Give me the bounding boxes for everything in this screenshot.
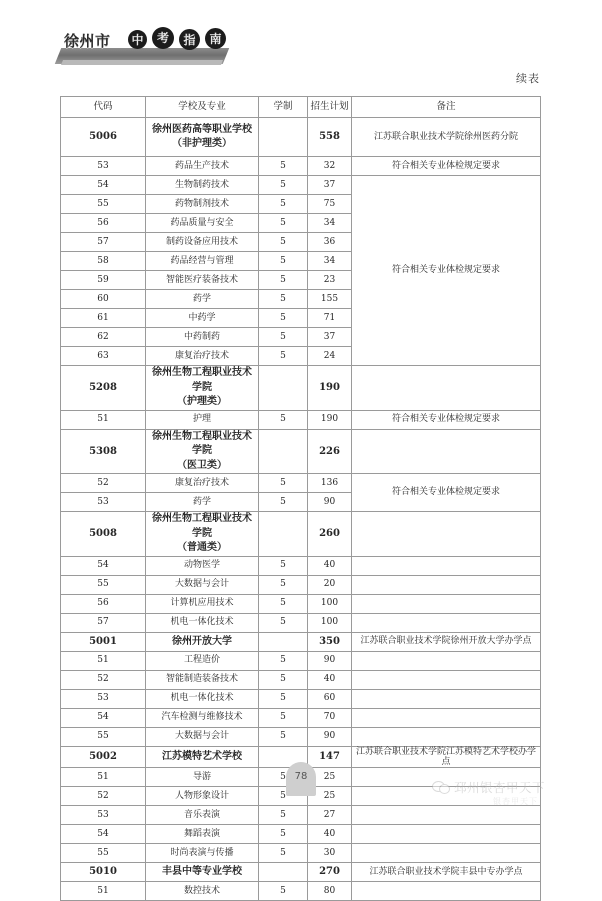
table-row (61, 825, 541, 844)
cell-major: 动物医学 (146, 556, 259, 575)
continued-table-label: 续表 (516, 72, 540, 85)
cell-code: 5008 (61, 512, 146, 557)
logo-blob-char-4: 南 (209, 31, 222, 46)
cell-major: 智能制造装备技术 (146, 670, 259, 689)
cell-quota: 25 (308, 768, 352, 787)
cell-major: 中药学 (146, 309, 259, 328)
cell-note (352, 613, 541, 632)
cell-years: 5 (259, 882, 308, 901)
cell-quota: 37 (308, 176, 352, 195)
cell-code: 55 (61, 727, 146, 746)
cell-note: 江苏联合职业技术学院徐州开放大学办学点 (352, 632, 541, 651)
school-name-line-1: 徐州医药高等职业学校 (152, 123, 252, 135)
cell-major: 数控技术 (146, 882, 259, 901)
cell-quota: 226 (308, 429, 352, 474)
cell-code: 5002 (61, 746, 146, 768)
cell-major: 生物制药技术 (146, 176, 259, 195)
cell-code: 51 (61, 410, 146, 429)
cell-major: 舞蹈表演 (146, 825, 259, 844)
cell-code: 54 (61, 825, 146, 844)
table-row-school (61, 863, 541, 882)
page-number-badge (286, 762, 316, 796)
cell-major: 机电一体化技术 (146, 613, 259, 632)
cell-major: 护理 (146, 410, 259, 429)
cell-quota: 155 (308, 290, 352, 309)
cell-note: 江苏联合职业技术学院徐州医药分院 (352, 118, 541, 157)
cell-quota: 25 (308, 787, 352, 806)
watermark (432, 778, 546, 806)
cell-quota: 270 (308, 863, 352, 882)
cell-major: 康复治疗技术 (146, 474, 259, 493)
cell-years: 5 (259, 252, 308, 271)
cell-quota: 32 (308, 157, 352, 176)
cell-code: 59 (61, 271, 146, 290)
cell-code: 52 (61, 670, 146, 689)
cell-quota: 37 (308, 328, 352, 347)
cell-code: 61 (61, 309, 146, 328)
cell-years: 5 (259, 806, 308, 825)
cell-code: 63 (61, 347, 146, 366)
cell-quota: 40 (308, 670, 352, 689)
watermark-text: 邳州银杏甲天下 (454, 780, 546, 795)
table-row-school (61, 632, 541, 651)
cell-quota: 34 (308, 214, 352, 233)
cell-major: 汽车检测与维修技术 (146, 708, 259, 727)
school-name-line-2: （医卫类） (177, 459, 227, 471)
cell-years: 5 (259, 689, 308, 708)
cell-years (259, 118, 308, 157)
cell-quota: 70 (308, 708, 352, 727)
cell-code: 5001 (61, 632, 146, 651)
cell-major: 时尚表演与传播 (146, 844, 259, 863)
cell-code: 55 (61, 195, 146, 214)
cell-quota: 260 (308, 512, 352, 557)
school-name-line-1: 徐州生物工程职业技术学院 (152, 430, 252, 456)
cell-quota: 190 (308, 366, 352, 411)
cell-major: 制药设备应用技术 (146, 233, 259, 252)
cell-note (352, 575, 541, 594)
school-name-line-2: （普通类） (177, 542, 227, 553)
cell-code: 54 (61, 176, 146, 195)
cell-quota: 136 (308, 474, 352, 493)
cell-code: 55 (61, 575, 146, 594)
cell-quota: 100 (308, 594, 352, 613)
cell-school-name (146, 366, 259, 411)
cell-note (352, 556, 541, 575)
cell-note: 符合相关专业体检规定要求 (352, 474, 541, 512)
cell-school-name (146, 512, 259, 557)
cell-note (352, 512, 541, 557)
cell-major: 康复治疗技术 (146, 347, 259, 366)
cell-code: 58 (61, 252, 146, 271)
cell-note (352, 594, 541, 613)
table-row (61, 176, 541, 195)
cell-years: 5 (259, 844, 308, 863)
cell-quota: 27 (308, 806, 352, 825)
watermark-subtext: 银杏甲天下 (493, 797, 538, 806)
cell-major: 药学 (146, 493, 259, 512)
table-header-row (61, 97, 541, 118)
cell-years (259, 632, 308, 651)
cell-note (352, 844, 541, 863)
cell-years: 5 (259, 493, 308, 512)
column-header-code: 代码 (61, 97, 146, 118)
cell-quota: 90 (308, 493, 352, 512)
table-row (61, 708, 541, 727)
cell-years: 5 (259, 176, 308, 195)
cell-code: 56 (61, 594, 146, 613)
cell-quota: 20 (308, 575, 352, 594)
cell-code: 57 (61, 233, 146, 252)
cell-code: 54 (61, 556, 146, 575)
cell-years (259, 429, 308, 474)
table-header (61, 97, 541, 118)
cell-years: 5 (259, 594, 308, 613)
cell-school-name: 徐州开放大学 (146, 632, 259, 651)
cell-quota: 190 (308, 410, 352, 429)
table-row-school (61, 512, 541, 557)
cell-years: 5 (259, 157, 308, 176)
cell-quota: 80 (308, 882, 352, 901)
page-number: 78 (294, 771, 308, 782)
cell-note: 江苏联合职业技术学院丰县中专办学点 (352, 863, 541, 882)
cell-quota: 24 (308, 347, 352, 366)
cell-years: 5 (259, 309, 308, 328)
wechat-bubbles-icon (432, 780, 449, 794)
cell-code: 51 (61, 651, 146, 670)
cell-school-name: 江苏模特艺术学校 (146, 746, 259, 768)
cell-major: 大数据与会计 (146, 575, 259, 594)
table-row (61, 882, 541, 901)
cell-major: 药品生产技术 (146, 157, 259, 176)
table-row (61, 670, 541, 689)
table-row (61, 613, 541, 632)
cell-years: 5 (259, 651, 308, 670)
cell-code: 62 (61, 328, 146, 347)
cell-code: 57 (61, 613, 146, 632)
cell-note: 符合相关专业体检规定要求 (352, 176, 541, 366)
cell-quota: 40 (308, 556, 352, 575)
logo-blob-4 (205, 28, 226, 49)
table-row (61, 410, 541, 429)
column-header-years: 学制 (259, 97, 308, 118)
cell-code: 5308 (61, 429, 146, 474)
cell-years: 5 (259, 708, 308, 727)
cell-years: 5 (259, 195, 308, 214)
cell-years: 5 (259, 328, 308, 347)
cell-note (352, 825, 541, 844)
cell-years: 5 (259, 787, 308, 806)
cell-school-name: 丰县中等专业学校 (146, 863, 259, 882)
cell-major: 药品经营与管理 (146, 252, 259, 271)
cell-code: 53 (61, 689, 146, 708)
cell-note (352, 689, 541, 708)
cell-note (352, 651, 541, 670)
cell-code: 60 (61, 290, 146, 309)
cell-code: 53 (61, 157, 146, 176)
cell-school-name (146, 429, 259, 474)
cell-years: 5 (259, 347, 308, 366)
cell-note (352, 670, 541, 689)
logo-prefix-text: 徐州市 (64, 32, 111, 50)
cell-years: 5 (259, 271, 308, 290)
cell-code: 55 (61, 844, 146, 863)
cell-years: 5 (259, 825, 308, 844)
ribbon-edge (61, 60, 223, 65)
column-header-note: 备注 (352, 97, 541, 118)
logo-blob-group (126, 27, 231, 53)
cell-code: 53 (61, 806, 146, 825)
cell-note (352, 708, 541, 727)
cell-quota: 34 (308, 252, 352, 271)
logo-blob-char-1: 中 (131, 32, 144, 47)
cell-quota: 350 (308, 632, 352, 651)
table-row (61, 651, 541, 670)
logo-blob-1 (128, 30, 147, 49)
logo-blob-char-3: 指 (183, 32, 196, 47)
cell-years: 5 (259, 556, 308, 575)
cell-years (259, 863, 308, 882)
cell-major: 大数据与会计 (146, 727, 259, 746)
cell-code: 5010 (61, 863, 146, 882)
table-row (61, 594, 541, 613)
cell-quota: 40 (308, 825, 352, 844)
cell-note (352, 366, 541, 411)
cell-years (259, 366, 308, 411)
column-header-major: 学校及专业 (146, 97, 259, 118)
cell-major: 智能医疗装备技术 (146, 271, 259, 290)
cell-code: 51 (61, 768, 146, 787)
cell-major: 音乐表演 (146, 806, 259, 825)
table-row (61, 474, 541, 493)
cell-quota: 100 (308, 613, 352, 632)
school-name-line-2: （非护理类） (172, 138, 232, 149)
logo-blob-char-2: 考 (156, 31, 170, 45)
table-row (61, 157, 541, 176)
cell-quota: 90 (308, 651, 352, 670)
school-name-line-2: （护理类） (177, 396, 227, 407)
table-row (61, 844, 541, 863)
cell-major: 药物制剂技术 (146, 195, 259, 214)
cell-major: 人物形象设计 (146, 787, 259, 806)
cell-quota: 558 (308, 118, 352, 157)
cell-years (259, 512, 308, 557)
cell-code: 53 (61, 493, 146, 512)
table-row (61, 556, 541, 575)
school-name-line-1: 徐州生物工程职业技术学院 (152, 367, 252, 393)
cell-years: 5 (259, 290, 308, 309)
bubble-small (439, 784, 450, 794)
cell-years: 5 (259, 727, 308, 746)
cell-major: 计算机应用技术 (146, 594, 259, 613)
table-row-school (61, 118, 541, 157)
cell-quota: 75 (308, 195, 352, 214)
cell-years: 5 (259, 670, 308, 689)
cell-years: 5 (259, 214, 308, 233)
cell-years: 5 (259, 768, 308, 787)
table-row-school (61, 366, 541, 411)
cell-years: 5 (259, 474, 308, 493)
table-row (61, 575, 541, 594)
cell-years: 5 (259, 233, 308, 252)
cell-note (352, 727, 541, 746)
cell-code: 52 (61, 787, 146, 806)
cell-note (352, 882, 541, 901)
cell-code: 5006 (61, 118, 146, 157)
cell-note (352, 429, 541, 474)
cell-major: 机电一体化技术 (146, 689, 259, 708)
cell-code: 56 (61, 214, 146, 233)
table-row (61, 727, 541, 746)
cell-quota: 23 (308, 271, 352, 290)
column-header-quota: 招生计划 (308, 97, 352, 118)
cell-quota: 60 (308, 689, 352, 708)
cell-major: 工程造价 (146, 651, 259, 670)
cell-code: 54 (61, 708, 146, 727)
cell-years: 5 (259, 410, 308, 429)
cell-major: 导游 (146, 768, 259, 787)
table-row-school (61, 429, 541, 474)
masthead-logo (58, 26, 238, 70)
logo-blob-3 (179, 29, 200, 50)
cell-major: 药学 (146, 290, 259, 309)
cell-school-name (146, 118, 259, 157)
cell-quota: 36 (308, 233, 352, 252)
school-name-line-1: 徐州生物工程职业技术学院 (152, 513, 252, 539)
cell-quota: 30 (308, 844, 352, 863)
cell-quota: 147 (308, 746, 352, 768)
cell-code: 5208 (61, 366, 146, 411)
cell-major: 药品质量与安全 (146, 214, 259, 233)
cell-note: 符合相关专业体检规定要求 (352, 157, 541, 176)
cell-years: 5 (259, 575, 308, 594)
cell-code: 51 (61, 882, 146, 901)
cell-code: 52 (61, 474, 146, 493)
table-row (61, 689, 541, 708)
cell-quota: 71 (308, 309, 352, 328)
cell-note: 符合相关专业体检规定要求 (352, 410, 541, 429)
cell-quota: 90 (308, 727, 352, 746)
cell-major: 中药制药 (146, 328, 259, 347)
cell-note: 江苏联合职业技术学院江苏模特艺术学校办学点 (352, 746, 541, 768)
cell-years: 5 (259, 613, 308, 632)
logo-blob-2 (152, 27, 174, 49)
